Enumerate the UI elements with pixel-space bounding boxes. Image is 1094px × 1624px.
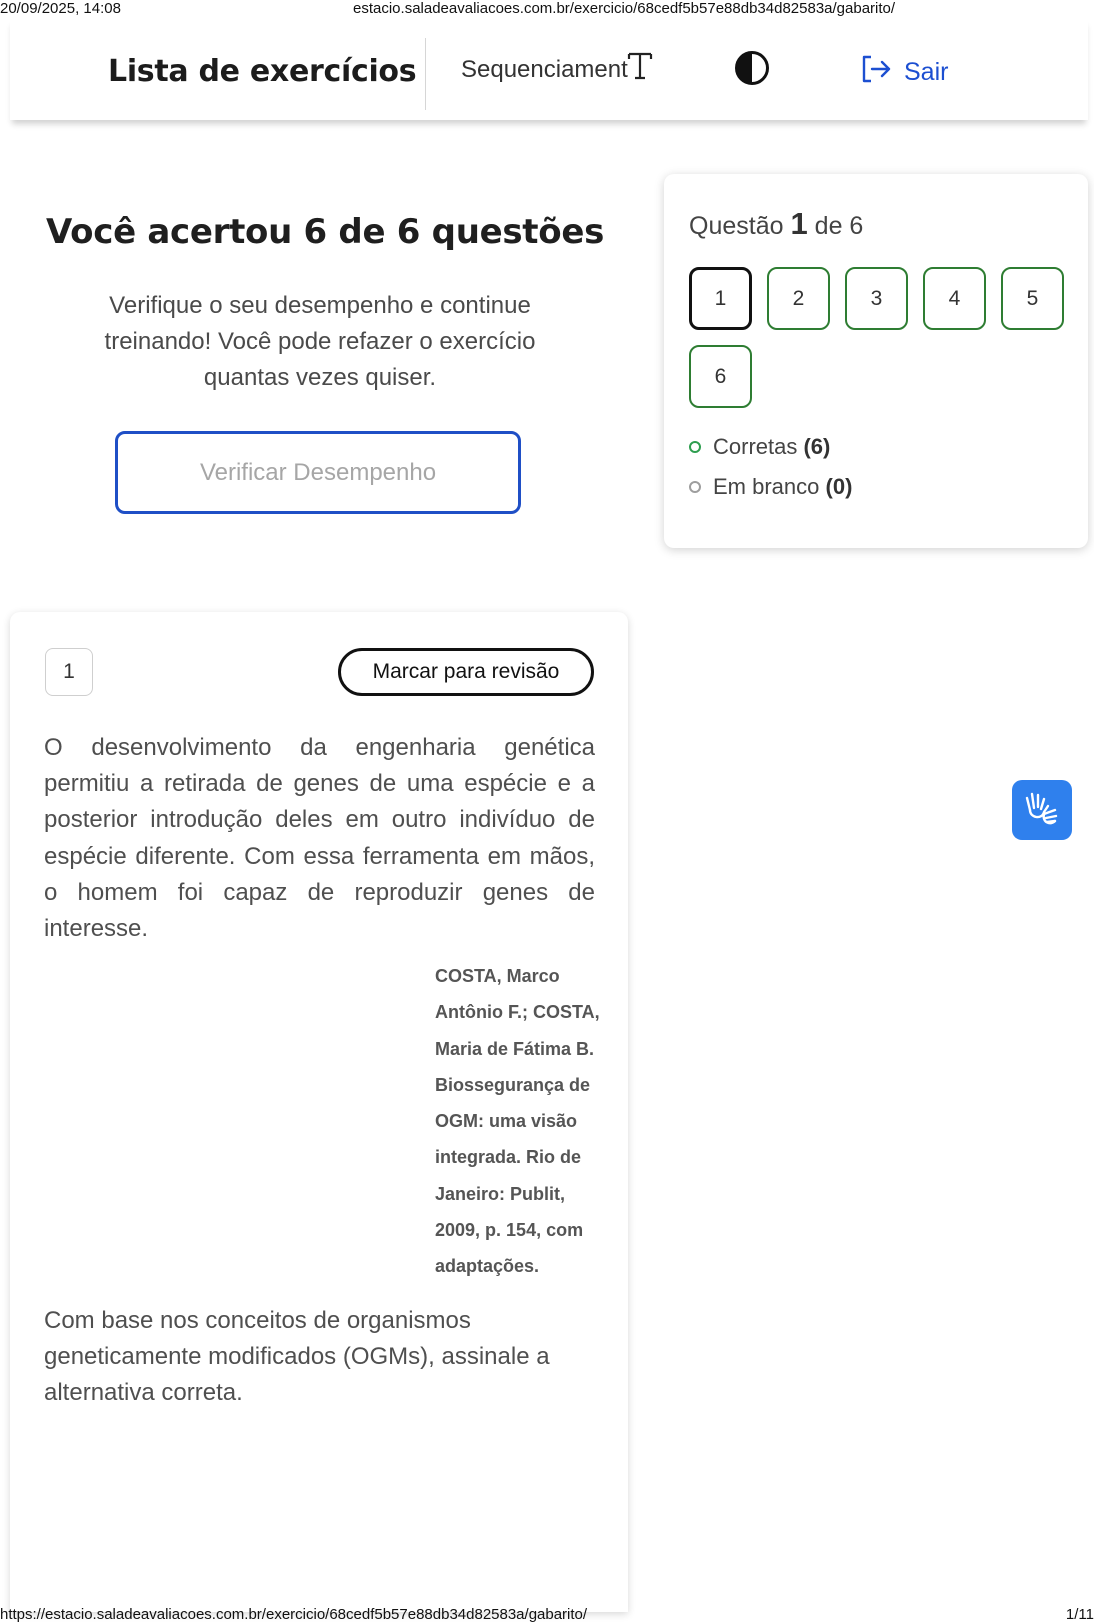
- question-text: O desenvolvimento da engenharia genética permitiu a retirada de genes de uma espécie e a posterior introdução deles em outro indivíduo de espécie diferente. Com essa ferramenta em mãos, o homem foi capaz de reproduzir genes de interesse.: [44, 734, 595, 943]
- sequence-font-control[interactable]: [461, 56, 656, 95]
- top-navbar: [10, 18, 1088, 120]
- result-subtitle: Verifique o seu desempenho e continue treinando! Você pode refazer o exercício quantas vezes quiser.: [104, 292, 536, 391]
- sequence-label: Sequenciament: [461, 56, 628, 83]
- navbar-divider: [425, 38, 426, 110]
- print-datetime: 20/09/2025, 14:08: [0, 0, 121, 17]
- font-size-icon[interactable]: [626, 50, 656, 89]
- print-url-full: https://estacio.saladeavaliacoes.com.br/exercicio/68cedf5b57e88db34d82583a/gabarito/: [0, 1606, 588, 1623]
- question-button-3[interactable]: 3: [845, 267, 908, 330]
- app-title: Lista de exercícios: [108, 54, 417, 89]
- question-button-2[interactable]: 2: [767, 267, 830, 330]
- question-reference: COSTA, Marco Antônio F.; COSTA, Maria de Fátima B. Biossegurança de OGM: uma visão integrada. Rio de Janeiro: Publit, 2009, p. 154, com adaptações.: [435, 966, 600, 1277]
- question-button-1[interactable]: 1: [689, 267, 752, 330]
- correct-dot-icon: [689, 441, 701, 453]
- sign-language-icon: [1022, 788, 1062, 833]
- contrast-icon[interactable]: [734, 50, 770, 91]
- verify-performance-button[interactable]: Verificar Desempenho: [115, 431, 521, 514]
- legend-blank: Em branco (0): [689, 474, 852, 500]
- print-page-number: 1/11: [1065, 1606, 1094, 1623]
- current-question-number: 1: [790, 206, 808, 241]
- blank-dot-icon: [689, 481, 701, 493]
- question-navigator: [664, 174, 1088, 548]
- print-url: estacio.saladeavaliacoes.com.br/exercicio/68cedf5b57e88db34d82583a/gabarito/: [353, 0, 896, 17]
- sign-language-button[interactable]: [1012, 780, 1072, 840]
- navigator-heading: Questão 1 de 6: [689, 206, 864, 241]
- logout-label: Sair: [904, 57, 949, 86]
- print-header: [0, 0, 1094, 18]
- question-button-4[interactable]: 4: [923, 267, 986, 330]
- mark-for-review-button[interactable]: Marcar para revisão: [338, 648, 594, 696]
- result-title: Você acertou 6 de 6 questões: [46, 212, 605, 252]
- question-button-6[interactable]: 6: [689, 345, 752, 408]
- print-footer: [0, 1606, 1094, 1624]
- question-button-5[interactable]: 5: [1001, 267, 1064, 330]
- legend-correct: Corretas (6): [689, 434, 830, 460]
- question-card: [10, 612, 628, 1612]
- logout-icon: [860, 54, 892, 91]
- question-number-badge: 1: [45, 648, 93, 696]
- question-prompt: Com base nos conceitos de organismos geneticamente modificados (OGMs), assinale a alternativa correta.: [44, 1307, 550, 1406]
- logout-button[interactable]: [860, 54, 948, 90]
